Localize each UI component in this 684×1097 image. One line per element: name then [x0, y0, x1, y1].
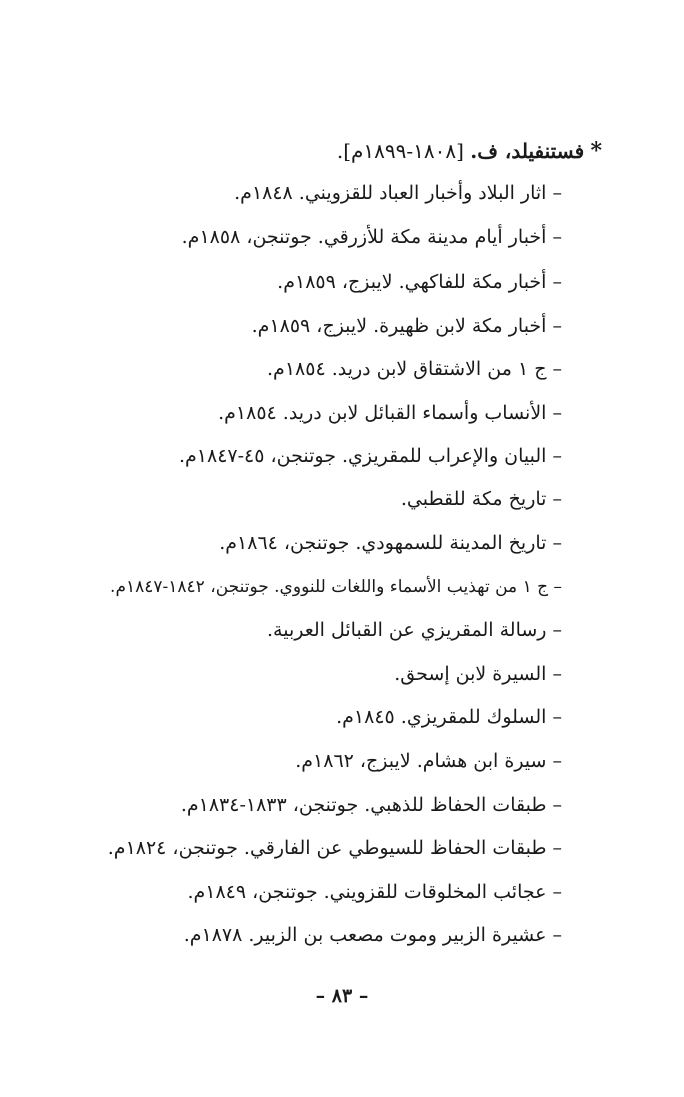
author-dates: [١٨٠٨-١٨٩٩م]. — [336, 139, 464, 163]
asterisk-marker: * — [590, 138, 602, 164]
page-number: – ٨٣ – — [315, 985, 369, 1007]
entry-line: – الأنساب وأسماء القبائل لابن دريد. ١٨٥٤م. — [218, 402, 562, 424]
entry-line: – ج ١ من الاشتقاق لابن دريد. ١٨٥٤م. — [267, 358, 562, 380]
entry-line: – البيان والإعراب للمقريزي. جوتنجن، ٤٥-١٨٤٧م. — [178, 445, 562, 467]
entry-line: – سيرة ابن هشام. لايبزج، ١٨٦٢م. — [295, 750, 562, 772]
entry-line: – ج ١ من تهذيب الأسماء واللغات للنووي. جوتنجن، ١٨٤٢-١٨٤٧م. — [110, 577, 562, 597]
entry-line: – السيرة لابن إسحق. — [394, 663, 562, 685]
entry-line: – طبقات الحفاظ للذهبي. جوتنجن، ١٨٣٣-١٨٣٤م. — [180, 794, 562, 816]
entry-line: – أخبار مكة لابن ظهيرة. لايبزج، ١٨٥٩م. — [251, 315, 562, 337]
entry-line: – تاريخ المدينة للسمهودي. جوتنجن، ١٨٦٤م. — [219, 532, 562, 554]
entry-line: – السلوك للمقريزي. ١٨٤٥م. — [336, 706, 562, 728]
entry-line: – أخبار مكة للفاكهي. لايبزج، ١٨٥٩م. — [277, 271, 562, 293]
entry-line: – عشيرة الزبير وموت مصعب بن الزبير. ١٨٧٨م. — [183, 924, 562, 946]
entry-line: – طبقات الحفاظ للسيوطي عن الفارقي. جوتنجن، ١٨٢٤م. — [107, 837, 562, 859]
author-name: فستنفيلد، ف. — [470, 139, 585, 163]
entry-line: – أخبار أيام مدينة مكة للأزرقي. جوتنجن، ١٨٥٨م. — [181, 226, 562, 248]
entry-line: – عجائب المخلوقات للقزويني. جوتنجن، ١٨٤٩م. — [187, 881, 562, 903]
entry-line: – اثار البلاد وأخبار العباد للقزويني. ١٨٤٨م. — [234, 182, 562, 204]
author-heading — [337, 138, 602, 164]
entry-line: – تاريخ مكة للقطبي. — [400, 488, 562, 510]
entry-line: – رسالة المقريزي عن القبائل العربية. — [267, 619, 562, 641]
